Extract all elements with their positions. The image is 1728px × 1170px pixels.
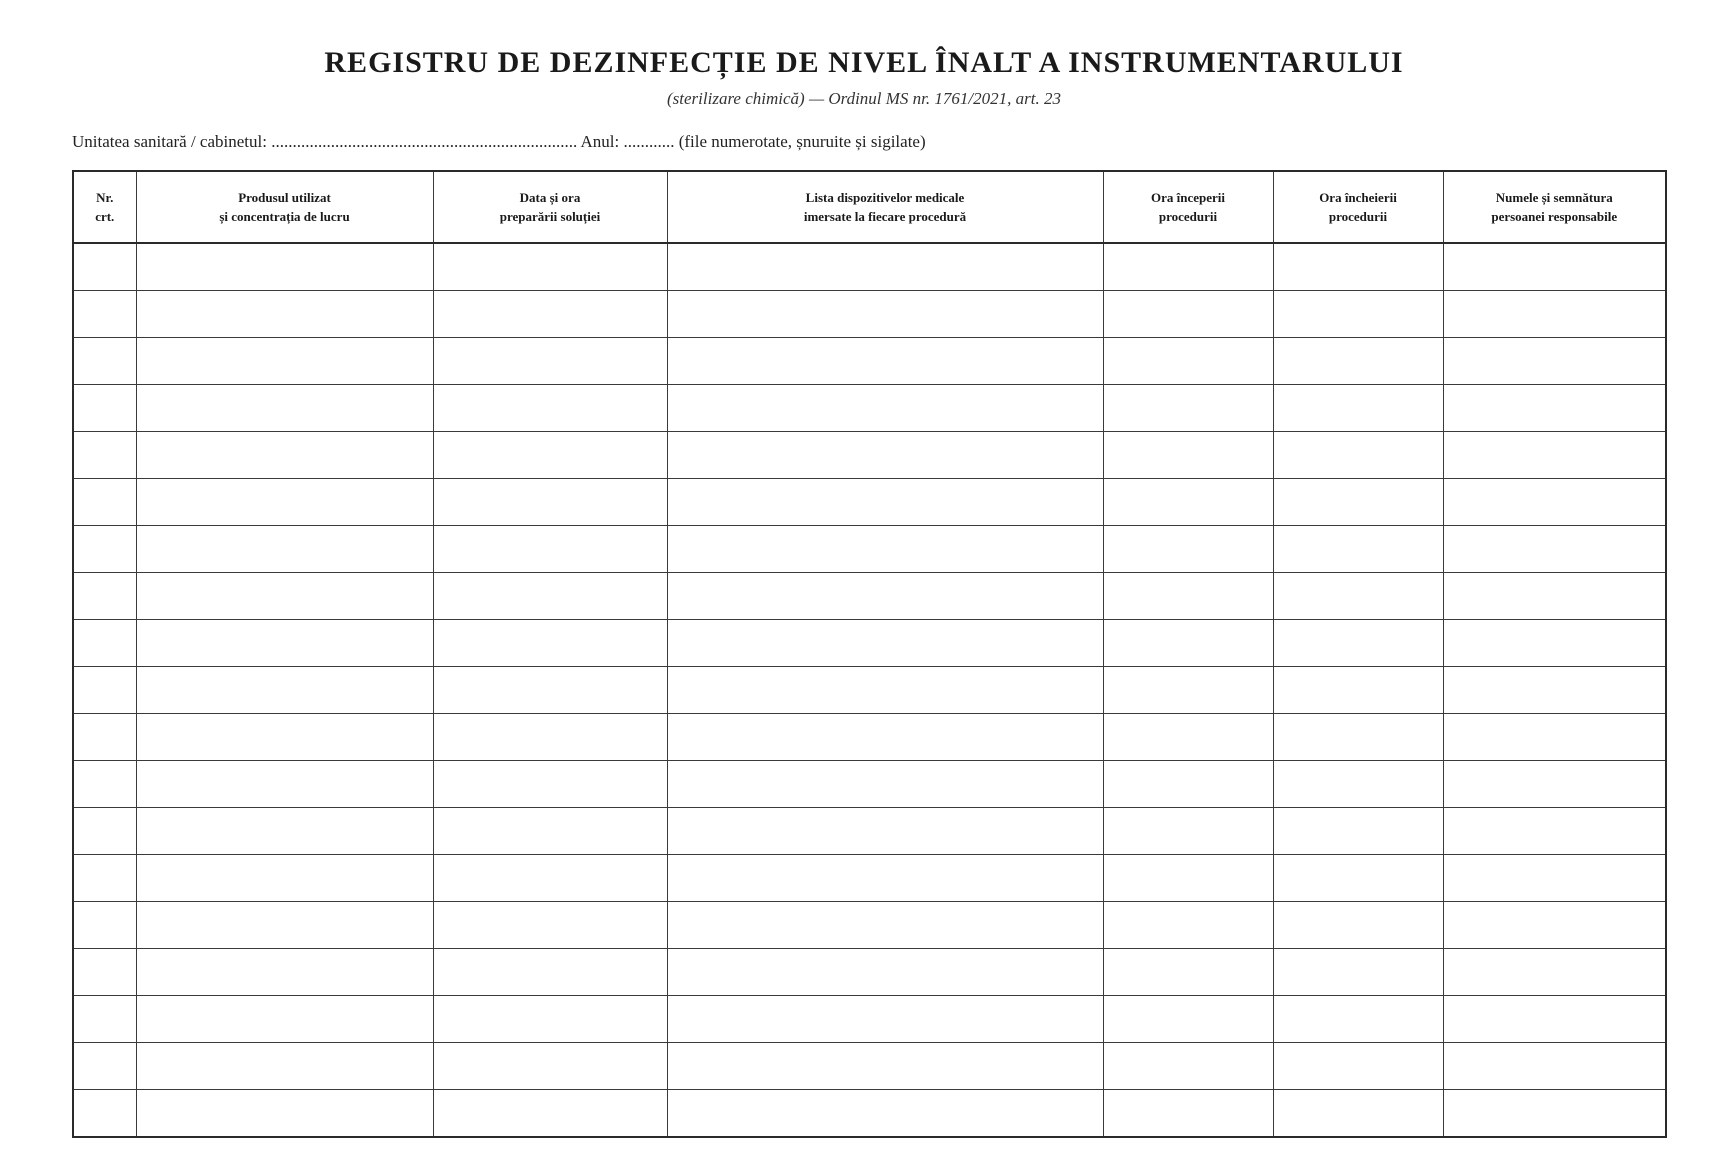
table-row (73, 338, 1666, 385)
table-row (73, 573, 1666, 620)
table-cell (1273, 432, 1443, 479)
table-cell (136, 479, 433, 526)
table-cell (1443, 432, 1666, 479)
table-cell (433, 808, 667, 855)
header-line: procedurii (1158, 209, 1218, 224)
table-cell (1273, 808, 1443, 855)
table-cell (1443, 1090, 1666, 1138)
table-cell (667, 761, 1103, 808)
table-cell (136, 291, 433, 338)
header-line: crt. (95, 209, 115, 224)
table-cell (433, 620, 667, 667)
header-line: Lista dispozitivelor medicale (805, 190, 965, 205)
column-header-preparation-date (433, 171, 667, 243)
table-cell (73, 385, 136, 432)
table-cell (1103, 949, 1273, 996)
table-cell (667, 573, 1103, 620)
table-cell (1273, 526, 1443, 573)
header-line: Ora încheierii (1319, 190, 1397, 205)
table-cell (1273, 1090, 1443, 1138)
table-cell (1443, 573, 1666, 620)
table-cell (667, 243, 1103, 291)
table-cell (667, 808, 1103, 855)
table-cell (667, 714, 1103, 761)
table-cell (73, 479, 136, 526)
header-line: Data și ora (519, 190, 581, 205)
table-cell (1273, 949, 1443, 996)
table-row (73, 1090, 1666, 1138)
column-header-device-list (667, 171, 1103, 243)
table-header-row (73, 171, 1666, 243)
table-cell (136, 902, 433, 949)
table-cell (1273, 996, 1443, 1043)
table-cell (73, 996, 136, 1043)
table-cell (1273, 243, 1443, 291)
table-cell (1273, 338, 1443, 385)
table-cell (667, 855, 1103, 902)
table-cell (1273, 855, 1443, 902)
unit-year-line: Unitatea sanitară / cabinetul: ........................................................................ Anul: ............ (file numerotate, șnuruite și sigilate) (72, 132, 926, 151)
table-cell (1103, 620, 1273, 667)
table-cell (433, 526, 667, 573)
header-line: Numele și semnătura (1495, 190, 1613, 205)
table-row (73, 855, 1666, 902)
table-cell (1273, 1043, 1443, 1090)
table-cell (1443, 996, 1666, 1043)
table-cell (136, 338, 433, 385)
table-cell (136, 761, 433, 808)
table-cell (667, 667, 1103, 714)
column-header-product (136, 171, 433, 243)
table-cell (433, 902, 667, 949)
table-row (73, 385, 1666, 432)
table-cell (667, 620, 1103, 667)
table-cell (667, 338, 1103, 385)
table-cell (433, 714, 667, 761)
table-cell (1273, 573, 1443, 620)
table-cell (1443, 902, 1666, 949)
table-row (73, 291, 1666, 338)
table-cell (667, 526, 1103, 573)
table-cell (1443, 855, 1666, 902)
header-line: persoanei responsabile (1491, 209, 1618, 224)
table-cell (1103, 385, 1273, 432)
table-cell (433, 667, 667, 714)
table-cell (1103, 243, 1273, 291)
table-cell (73, 1090, 136, 1138)
table-cell (136, 949, 433, 996)
table-cell (136, 243, 433, 291)
table-cell (667, 291, 1103, 338)
register-table (72, 170, 1667, 1138)
table-cell (136, 620, 433, 667)
table-cell (433, 479, 667, 526)
table-cell (1443, 808, 1666, 855)
table-cell (1103, 667, 1273, 714)
table-cell (136, 1090, 433, 1138)
table-cell (73, 902, 136, 949)
table-cell (73, 291, 136, 338)
table-cell (433, 385, 667, 432)
table-cell (136, 667, 433, 714)
table-cell (433, 243, 667, 291)
table-cell (433, 949, 667, 996)
table-cell (136, 432, 433, 479)
table-cell (73, 620, 136, 667)
table-cell (1103, 714, 1273, 761)
table-cell (136, 855, 433, 902)
table-cell (433, 291, 667, 338)
table-cell (73, 338, 136, 385)
table-row (73, 432, 1666, 479)
table-cell (1273, 479, 1443, 526)
table-cell (1443, 667, 1666, 714)
table-cell (433, 1043, 667, 1090)
header-line: imersate la fiecare procedură (803, 209, 967, 224)
table-cell (667, 432, 1103, 479)
table-cell (433, 855, 667, 902)
table-cell (433, 338, 667, 385)
table-cell (433, 432, 667, 479)
table-row (73, 996, 1666, 1043)
table-cell (73, 667, 136, 714)
table-cell (1273, 291, 1443, 338)
table-cell (1273, 667, 1443, 714)
table-cell (136, 714, 433, 761)
table-cell (667, 996, 1103, 1043)
table-cell (433, 996, 667, 1043)
table-cell (73, 432, 136, 479)
table-cell (1443, 526, 1666, 573)
table-cell (1103, 1090, 1273, 1138)
header-line: procedurii (1328, 209, 1388, 224)
table-row (73, 526, 1666, 573)
table-cell (73, 526, 136, 573)
table-cell (73, 949, 136, 996)
table-cell (1443, 714, 1666, 761)
table-cell (1273, 761, 1443, 808)
table-cell (1103, 855, 1273, 902)
table-cell (136, 996, 433, 1043)
table-cell (1103, 338, 1273, 385)
table-cell (73, 855, 136, 902)
table-row (73, 667, 1666, 714)
table-cell (1443, 243, 1666, 291)
header-line: Ora începerii (1150, 190, 1225, 205)
table-row (73, 949, 1666, 996)
header-line: Nr. (96, 190, 114, 205)
table-cell (1443, 479, 1666, 526)
header-line: Produsul utilizat (238, 190, 331, 205)
table-cell (136, 573, 433, 620)
register-body (73, 243, 1666, 1137)
table-row (73, 902, 1666, 949)
table-row (73, 808, 1666, 855)
table-cell (667, 1043, 1103, 1090)
table-cell (1103, 526, 1273, 573)
table-row (73, 714, 1666, 761)
table-cell (433, 573, 667, 620)
table-cell (667, 949, 1103, 996)
table-cell (1273, 714, 1443, 761)
table-cell (73, 761, 136, 808)
table-cell (1103, 996, 1273, 1043)
table-cell (136, 526, 433, 573)
table-cell (1103, 761, 1273, 808)
table-cell (1273, 902, 1443, 949)
table-cell (667, 385, 1103, 432)
table-cell (1273, 620, 1443, 667)
table-cell (73, 573, 136, 620)
column-header-nr-crt (73, 171, 136, 243)
table-cell (1103, 1043, 1273, 1090)
table-row (73, 1043, 1666, 1090)
table-cell (667, 1090, 1103, 1138)
table-cell (136, 1043, 433, 1090)
column-header-start-time (1103, 171, 1273, 243)
column-header-end-time (1273, 171, 1443, 243)
table-cell (1443, 338, 1666, 385)
table-cell (1443, 761, 1666, 808)
table-cell (1103, 808, 1273, 855)
table-cell (667, 479, 1103, 526)
table-cell (1443, 620, 1666, 667)
table-cell (136, 808, 433, 855)
table-cell (1443, 385, 1666, 432)
header-line: preparării soluției (499, 209, 601, 224)
table-cell (73, 243, 136, 291)
table-cell (73, 808, 136, 855)
table-cell (73, 1043, 136, 1090)
table-cell (667, 902, 1103, 949)
table-cell (433, 761, 667, 808)
table-cell (73, 714, 136, 761)
table-cell (1273, 385, 1443, 432)
table-cell (1103, 479, 1273, 526)
document-title: REGISTRU DE DEZINFECȚIE DE NIVEL ÎNALT A INSTRUMENTARULUI (324, 46, 1404, 79)
table-cell (1103, 573, 1273, 620)
document-subtitle: (sterilizare chimică) — Ordinul MS nr. 1761/2021, art. 23 (667, 89, 1061, 108)
table-row (73, 620, 1666, 667)
table-cell (433, 1090, 667, 1138)
table-cell (1443, 949, 1666, 996)
column-header-responsible-signature (1443, 171, 1666, 243)
table-cell (1103, 432, 1273, 479)
header-line: și concentrația de lucru (219, 209, 350, 224)
table-row (73, 761, 1666, 808)
table-cell (1443, 291, 1666, 338)
table-row (73, 243, 1666, 291)
table-cell (1443, 1043, 1666, 1090)
table-cell (136, 385, 433, 432)
table-row (73, 479, 1666, 526)
table-cell (1103, 902, 1273, 949)
table-cell (1103, 291, 1273, 338)
